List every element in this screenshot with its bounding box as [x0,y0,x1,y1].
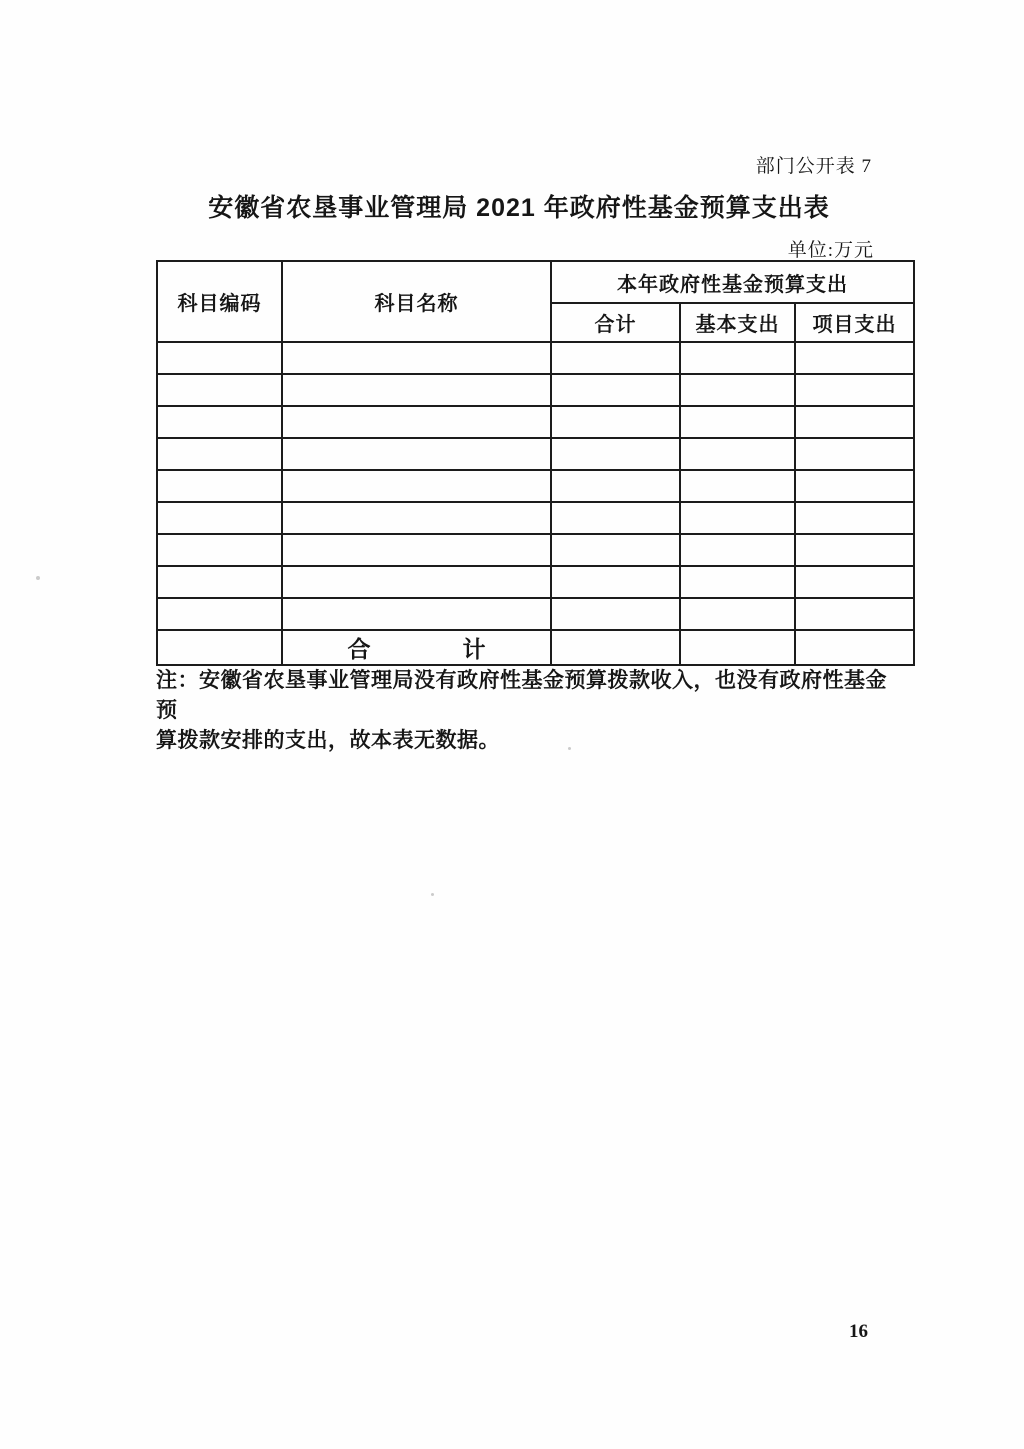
empty-cell [551,566,680,598]
table-row [157,598,914,630]
total-value-cell [551,630,680,665]
empty-cell [157,534,282,566]
empty-cell [157,342,282,374]
empty-cell [551,438,680,470]
header-subject-code: 科目编码 [157,261,282,342]
empty-cell [157,406,282,438]
empty-cell [795,470,914,502]
header-total: 合计 [551,303,680,342]
empty-cell [680,470,795,502]
footnote-line-2: 算拨款安排的支出，故本表无数据。 [156,729,500,752]
empty-cell [551,598,680,630]
corner-table-label: 部门公开表 7 [755,156,872,177]
empty-cell [795,342,914,374]
empty-cell [551,534,680,566]
empty-cell [282,534,551,566]
empty-cell [157,502,282,534]
empty-cell [282,566,551,598]
basic-value-cell [680,630,795,665]
empty-cell [795,566,914,598]
page-title: 安徽省农垦事业管理局 2021 年政府性基金预算支出表 [208,194,830,222]
unit-label: 单位:万元 [787,240,874,261]
empty-cell [795,406,914,438]
empty-cell [551,470,680,502]
empty-cell [551,502,680,534]
empty-cell [282,438,551,470]
empty-cell [680,342,795,374]
empty-cell [551,374,680,406]
table-row [157,374,914,406]
empty-cell [680,374,795,406]
empty-cell [795,374,914,406]
empty-cell [282,342,551,374]
empty-cell [795,502,914,534]
table-row [157,502,914,534]
header-fund-budget-group: 本年政府性基金预算支出 [551,261,914,303]
empty-cell [157,630,282,665]
empty-cell [157,438,282,470]
page-number: 16 [849,1321,868,1342]
empty-cell [157,598,282,630]
table-row [157,566,914,598]
table-body [157,342,914,665]
header-basic-expenditure: 基本支出 [680,303,795,342]
empty-cell [282,406,551,438]
scan-speckle [247,741,250,744]
header-project-expenditure: 项目支出 [795,303,914,342]
footnote-line-1: 注：安徽省农垦事业管理局没有政府性基金预算拨款收入，也没有政府性基金预 [156,669,887,722]
empty-cell [680,406,795,438]
table-header [157,261,914,342]
empty-cell [282,598,551,630]
empty-cell [795,438,914,470]
total-row-label: 合 计 [282,630,551,665]
table-row [157,470,914,502]
scan-speckle [431,893,434,896]
table-row [157,438,914,470]
empty-cell [157,374,282,406]
empty-cell [680,566,795,598]
scan-speckle [36,576,40,580]
table-row [157,342,914,374]
empty-cell [282,502,551,534]
header-subject-name: 科目名称 [282,261,551,342]
table-row [157,406,914,438]
scan-speckle [568,747,571,750]
empty-cell [795,534,914,566]
empty-cell [282,374,551,406]
empty-cell [680,502,795,534]
total-row [157,630,914,665]
table-row [157,534,914,566]
empty-cell [157,566,282,598]
empty-cell [795,598,914,630]
footnote [156,666,901,756]
header-row-group [157,261,914,303]
empty-cell [282,470,551,502]
project-value-cell [795,630,914,665]
empty-cell [680,598,795,630]
empty-cell [680,438,795,470]
empty-cell [551,342,680,374]
budget-expenditure-table [156,260,915,666]
empty-cell [680,534,795,566]
empty-cell [157,470,282,502]
empty-cell [551,406,680,438]
